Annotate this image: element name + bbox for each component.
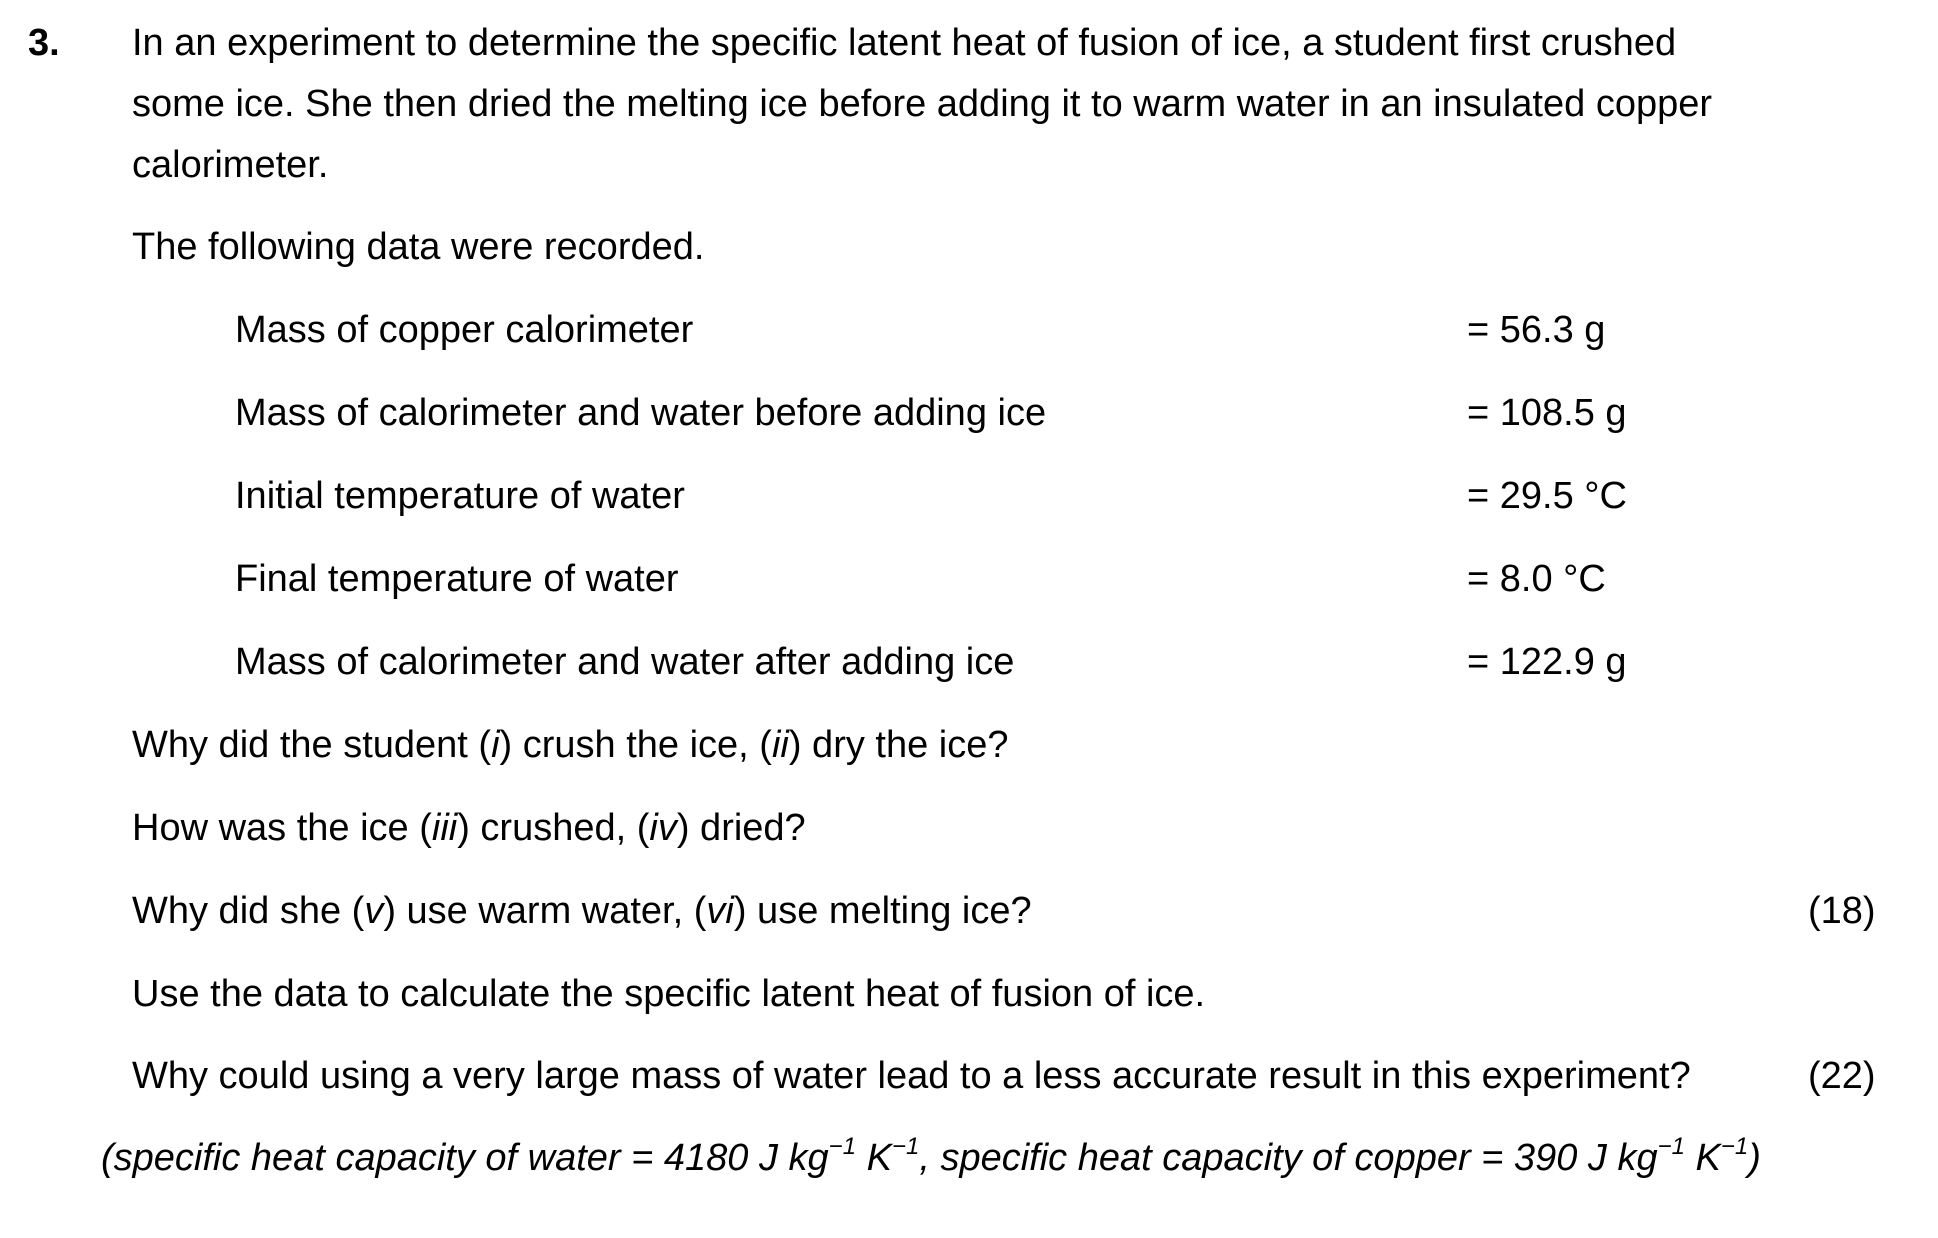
calculate-instruction: Use the data to calculate the specific latent heat of fusion of ice.	[132, 973, 1206, 1015]
intro-line-1: In an experiment to determine the specific latent heat of fusion of ice, a student first crushed	[132, 22, 1677, 64]
intro-line-3: calorimeter.	[132, 144, 329, 186]
marks-badge: (18)	[1808, 890, 1876, 932]
marks-badge: (22)	[1808, 1055, 1876, 1097]
data-heading: The following data were recorded.	[132, 226, 705, 268]
question-how: How was the ice (iii) crushed, (iv) dried?	[132, 807, 806, 849]
data-row-value: = 56.3 g	[1467, 309, 1606, 351]
question-number: 3.	[28, 22, 60, 64]
data-row-label: Mass of calorimeter and water before adding ice	[235, 392, 1047, 434]
data-row-value: = 122.9 g	[1467, 641, 1627, 683]
data-row-value: = 108.5 g	[1467, 392, 1627, 434]
question-why-crush-dry: Why did the student (i) crush the ice, (ii) dry the ice?	[132, 724, 1009, 766]
data-row-value: = 8.0 °C	[1467, 558, 1606, 600]
question-why-warm: Why did she (v) use warm water, (vi) use melting ice?	[132, 890, 1032, 932]
data-row-label: Initial temperature of water	[235, 475, 685, 517]
data-row-label: Mass of copper calorimeter	[235, 309, 694, 351]
data-row-value: = 29.5 °C	[1467, 475, 1627, 517]
large-mass-question: Why could using a very large mass of water lead to a less accurate result in this experiment?	[132, 1055, 1691, 1097]
data-row-label: Mass of calorimeter and water after adding ice	[235, 641, 1015, 683]
constants-note: (specific heat capacity of water = 4180 J $kg^{-1}$ $K^{-1}$, specific heat capacity of copper = 390 J $kg^{-1}$ $K^{-1}$)	[101, 1133, 1761, 1179]
data-row-label: Final temperature of water	[235, 558, 679, 600]
intro-line-2: some ice. She then dried the melting ice before adding it to warm water in an insulated copper	[132, 83, 1713, 125]
